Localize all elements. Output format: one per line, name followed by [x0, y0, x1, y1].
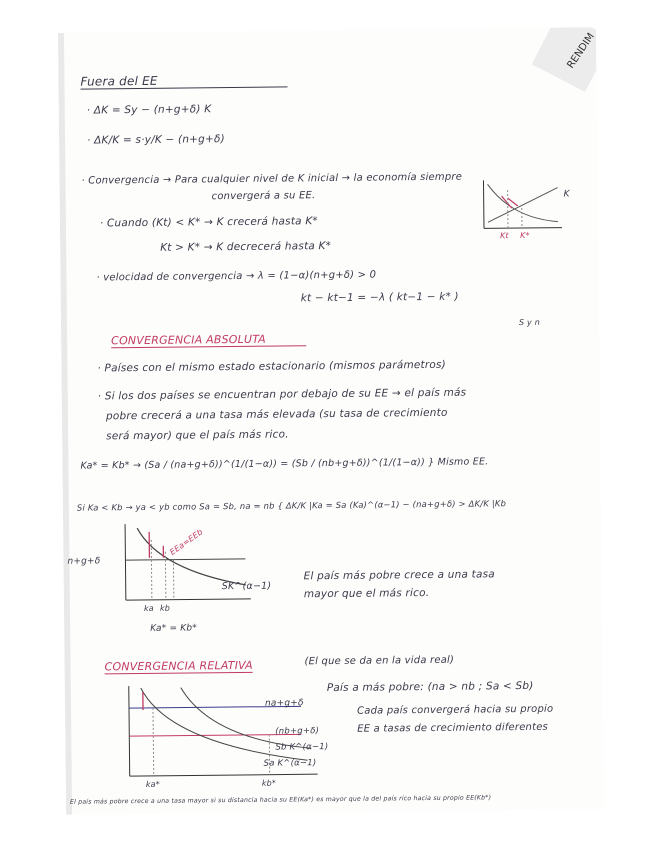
equation-growth-k: · ΔK/K = s·y/K − (n+g+δ) [86, 133, 225, 147]
section-heading-absoluta: CONVERGENCIA ABSOLUTA [111, 332, 306, 348]
absoluta-point-2b: pobre crecerá a una tasa más elevada (su tasa de crecimiento [105, 406, 448, 423]
mini-convergence-graph [477, 178, 568, 239]
relative-tick-kb: kb* [261, 778, 277, 788]
absoluta-point-2a: · Si los dos países se encuentran por debajo de su EE → el país más [97, 386, 467, 403]
absolute-graph-eq-label: EEa=EEb [168, 527, 205, 557]
notebook-page [58, 27, 604, 815]
relative-line-label-a: na+g+δ [264, 698, 304, 709]
relative-curve-label-a: Sa K^(α−1) [263, 758, 317, 769]
mini-graph-tick-kstar: K* [520, 230, 530, 241]
convergence-line-2: convergerá a su EE. [211, 190, 316, 203]
relative-line-label-b: (nb+g+δ) [275, 726, 320, 737]
convergence-speed-eq: kt − kt−1 = −λ ( kt−1 − k* ) [300, 290, 459, 305]
absoluta-formula: Ka* = Kb* → (Sa / (na+g+δ))^(1/(1−α)) = (Sb / (nb+g+δ))^(1/(1−α)) } Mismo EE. [80, 456, 489, 472]
convergence-line-1: · Convergencia → Para cualquier nivel de K inicial → la economía siempre [81, 171, 463, 187]
absolute-graph-tick-kb: kb [159, 603, 171, 613]
absoluta-note: S y n [518, 317, 540, 328]
mini-graph-tick-kt: Kt [500, 231, 509, 241]
absolute-convergence-graph [115, 521, 256, 612]
absoluta-si-line: Si Ka < Kb → ya < yb como Sa = Sb, na = nb { ΔK/K |Ka = Sa (Ka)^(α−1) − (na+g+δ) > ΔK/K |Kb [76, 498, 507, 513]
convergence-speed: · velocidad de convergencia → λ = (1−α)(n+g+δ) > 0 [96, 269, 377, 284]
section-heading-fuera-ee: Fuera del EE [80, 72, 287, 89]
absoluta-point-2c: será mayor) que el país más rico. [106, 428, 289, 443]
relativa-point-2a: Cada país convergerá hacia su propio [356, 703, 554, 717]
relativa-heading-note: (El que se da en la vida real) [304, 654, 455, 668]
relative-tick-ka: ka* [145, 779, 160, 789]
absolute-comment-1: El país más pobre crece a una tasa [303, 568, 495, 583]
page-binding-edge [58, 33, 72, 815]
absolute-comment-2: mayor que el más rico. [303, 586, 430, 601]
absolute-graph-curve-label: SK^(α−1) [221, 580, 272, 593]
case-kt-above: Kt > K* → K decrecerá hasta K* [160, 239, 332, 254]
section-heading-relativa: CONVERGENCIA RELATIVA [104, 658, 253, 674]
corner-label: RENDIM [565, 31, 598, 71]
equation-delta-k: · ΔK = Sy − (n+g+δ) K [86, 103, 212, 117]
relativa-point-1: País a más pobre: (na > nb ; Sa < Sb) [326, 679, 534, 695]
page-footer-note: El país más pobre crece a una tasa mayor si su distancia hacia su EE(Ka*) es mayor que la del país rico hacia su propio EE(Kb*) [69, 794, 492, 806]
absolute-graph-left-label: n+g+δ [67, 556, 101, 567]
relative-curve-label-b: Sb K^(α−1) [275, 742, 329, 753]
relativa-point-2b: EE a tasas de crecimiento diferentes [357, 721, 549, 735]
mini-graph-axis-label: K [563, 189, 570, 200]
absoluta-point-1: · Países con el mismo estado estacionario (mismos parámetros) [97, 358, 447, 375]
case-kt-below: · Cuando (Kt) < K* → K crecerá hasta K* [99, 215, 318, 230]
absolute-graph-tick-ka: ka [143, 603, 154, 613]
absolute-graph-bottom-label: Ka* = Kb* [150, 623, 197, 634]
